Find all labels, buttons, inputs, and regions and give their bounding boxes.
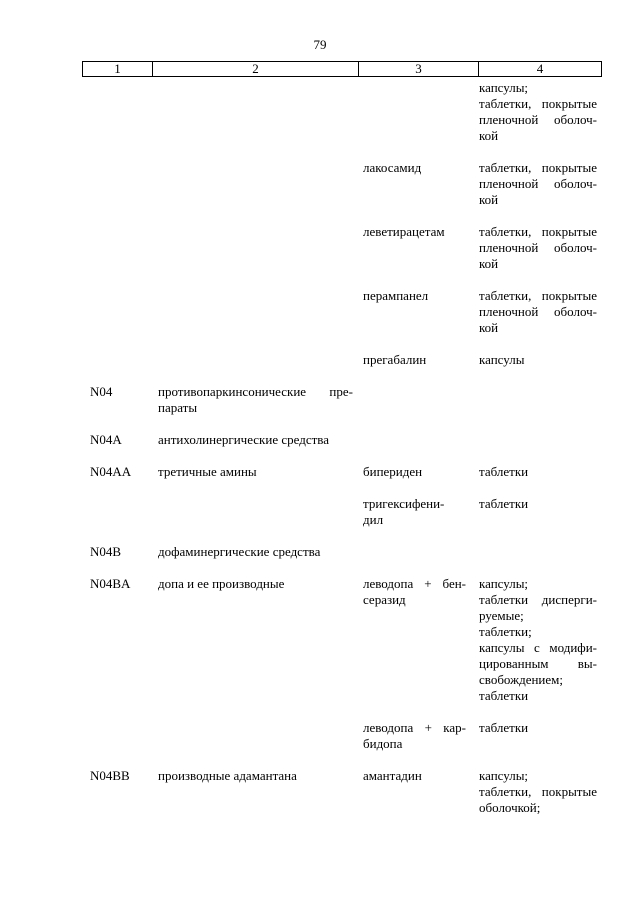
cell-col1-line: N04A	[90, 432, 122, 447]
cell-col1-line: N04BA	[90, 576, 131, 591]
cell-col4-line: таблетки	[479, 688, 529, 703]
cell-col2-line: дофаминергические средства	[158, 544, 321, 559]
cell-col3-line: серазид	[363, 592, 406, 607]
cell-col3-line: тригексифени-	[363, 496, 445, 511]
cell-col1-line: N04	[90, 384, 113, 399]
cell-col3-line: бидопа	[363, 736, 403, 751]
cell-col4-line: капсулы	[479, 352, 525, 367]
cell-col4-line: таблетки, покрытые	[479, 160, 597, 175]
cell-col4-line: таблетки, покрытые	[479, 784, 597, 799]
cell-col2-line: третичные амины	[158, 464, 257, 479]
cell-col3-line: леветирацетам	[363, 224, 445, 239]
cell-col3-line: перампанел	[363, 288, 429, 303]
cell-col4-line: капсулы;	[479, 576, 529, 591]
cell-col2-line: параты	[158, 400, 198, 415]
page-number: 79	[313, 37, 327, 52]
cell-col2-line: производные адамантана	[158, 768, 297, 783]
cell-col1-line: N04AA	[90, 464, 132, 479]
cell-col4-line: таблетки дисперги-	[479, 592, 597, 607]
cell-col1-line: N04BB	[90, 768, 130, 783]
cell-col4-line: таблетки, покрытые	[479, 288, 597, 303]
cell-col4-line: таблетки	[479, 464, 529, 479]
cell-col4-line: таблетки, покрытые	[479, 96, 597, 111]
cell-col3-line: бипериден	[363, 464, 423, 479]
cell-col3-line: лакосамид	[363, 160, 422, 175]
cell-col4-line: таблетки	[479, 720, 529, 735]
cell-col4-line: оболочкой;	[479, 800, 541, 815]
cell-col4-line: таблетки	[479, 496, 529, 511]
cell-col4-line: пленочной оболоч-	[479, 240, 597, 255]
cell-col3-line: дил	[363, 512, 384, 527]
cell-col4-line: свобождением;	[479, 672, 563, 687]
cell-col4-line: кой	[479, 320, 499, 335]
cell-col1-line: N04B	[90, 544, 122, 559]
table-header	[82, 61, 602, 77]
header-col-4: 4	[478, 62, 602, 76]
header-col-3: 3	[358, 62, 478, 76]
cell-col4-line: кой	[479, 256, 499, 271]
cell-col4-line: пленочной оболоч-	[479, 304, 597, 319]
header-col-2: 2	[152, 62, 358, 76]
cell-col4-line: кой	[479, 128, 499, 143]
cell-col4-line: руемые;	[479, 608, 524, 623]
cell-col3-line: прегабалин	[363, 352, 427, 367]
cell-col2-line: допа и ее производные	[158, 576, 285, 591]
cell-col4-line: пленочной оболоч-	[479, 112, 597, 127]
cell-col4-line: кой	[479, 192, 499, 207]
cell-col4-line: пленочной оболоч-	[479, 176, 597, 191]
cell-col4-line: таблетки, покрытые	[479, 224, 597, 239]
cell-col3-line: леводопа + бен-	[363, 576, 466, 591]
header-col-1: 1	[82, 62, 152, 76]
cell-col2-line: антихолинергические средства	[158, 432, 330, 447]
cell-col4-line: цированным вы-	[479, 656, 597, 671]
cell-col3-line: амантадин	[363, 768, 422, 783]
cell-col4-line: капсулы;	[479, 80, 529, 95]
cell-col2-line: противопаркинсонические пре-	[158, 384, 353, 399]
cell-col3-line: леводопа + кар-	[363, 720, 466, 735]
cell-col4-line: капсулы;	[479, 768, 529, 783]
cell-col4-line: капсулы с модифи-	[479, 640, 597, 655]
cell-col4-line: таблетки;	[479, 624, 532, 639]
